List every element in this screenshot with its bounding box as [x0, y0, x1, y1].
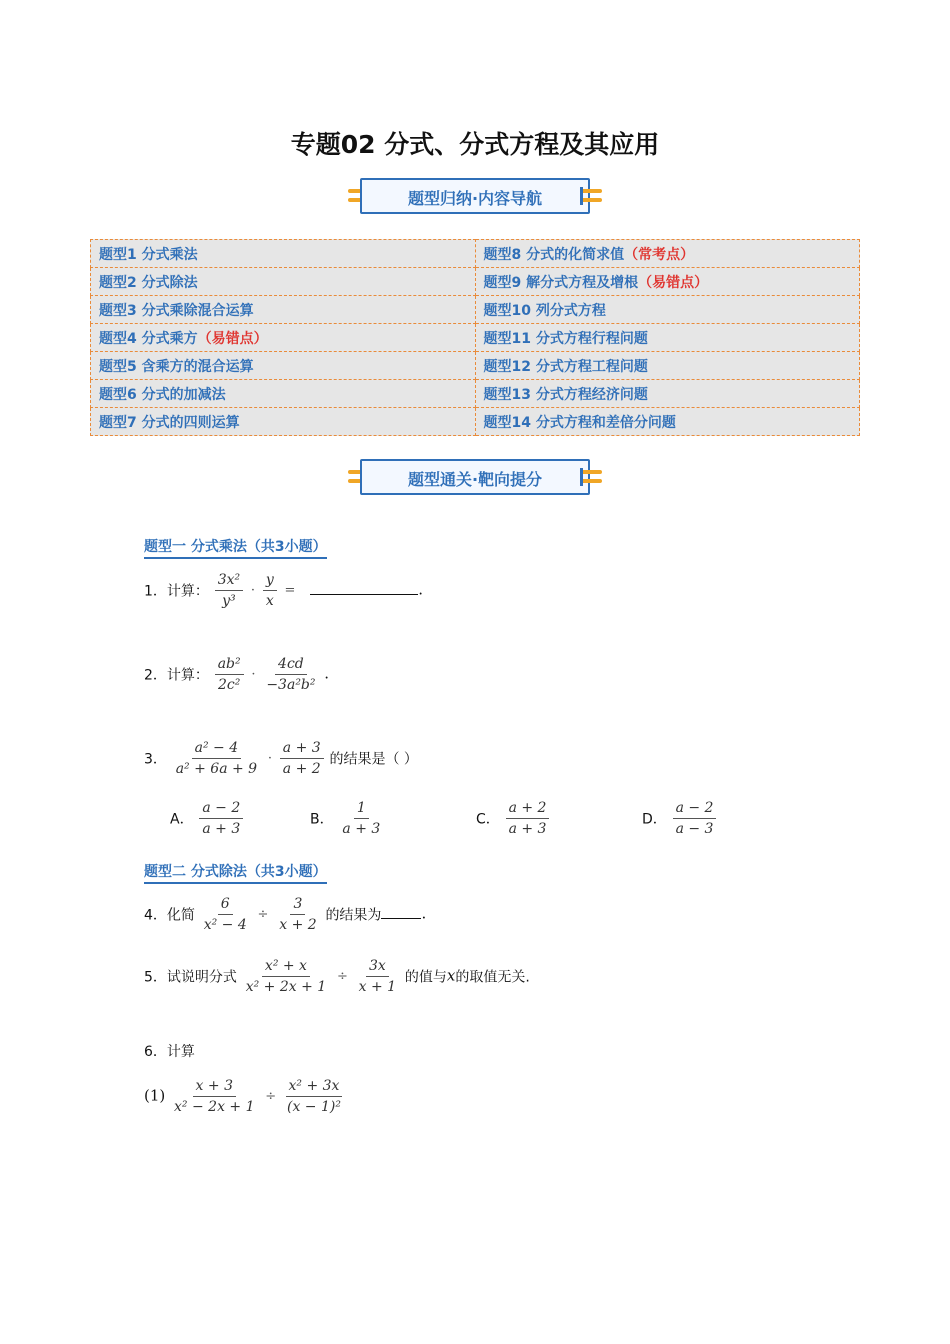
fraction: $\frac{4cd}{\text{−3a²b²}}$: [266, 656, 316, 693]
question-1: 1．计算： $\frac{\text{3x²}}{\text{y³}}$ · $\frac{y}{x}$ = .: [144, 572, 423, 609]
banner-decoration-icon: [580, 468, 602, 486]
question-5: 5．试说明分式 $\frac{\text{x² + x}}{\text{x² + 2x + 1}}$ ÷ $\frac{3x}{x + 1}$ 的值与x的取值无关.: [144, 958, 530, 995]
topic-cell-left[interactable]: [91, 352, 476, 380]
topic-cell-left[interactable]: [91, 240, 476, 268]
topic-cell-left[interactable]: [91, 408, 476, 436]
option-a[interactable]: A． $\frac{a - 2}{a + 3}$: [170, 800, 244, 837]
answer-blank[interactable]: [310, 580, 418, 595]
topic-label: 题型1 分式乘法: [99, 246, 198, 263]
topic-note: （易错点）: [638, 274, 709, 291]
topic-label: 题型8 分式的化简求值: [483, 246, 625, 263]
topic-label: 题型2 分式除法: [99, 274, 198, 291]
fraction: $\frac{\text{3x²}}{\text{y³}}$: [215, 572, 243, 609]
topic-label: 题型13 分式方程经济问题: [483, 386, 648, 403]
section-heading-1: 题型一 分式乘法（共3小题）: [144, 536, 327, 559]
topic-row: [91, 296, 860, 324]
fraction: $\frac{3x}{x + 1}$: [358, 958, 397, 995]
topic-cell-left[interactable]: [91, 324, 476, 352]
question-3: 3． $\frac{\text{a² − 4}}{\text{a² + 6a + 9}}$ · $\frac{a + 3}{a + 2}$ 的结果是（ ）: [144, 740, 418, 777]
topic-cell-right[interactable]: [475, 380, 860, 408]
fraction: $\frac{a + 3}{a + 2}$: [280, 740, 324, 777]
fraction: $\frac{6}{\text{x² − 4}}$: [203, 896, 247, 933]
question-6-part-1: (1) $\frac{x + 3}{\text{x² − 2x + 1}}$ ÷ $\frac{\text{x² + 3x}}{\text{(x − 1)²}}$: [144, 1078, 345, 1115]
topic-label: 题型6 分式的加减法: [99, 386, 226, 403]
topic-cell-right[interactable]: [475, 324, 860, 352]
topic-note: （易错点）: [197, 330, 268, 347]
fraction: $\frac{\text{x² + 3x}}{\text{(x − 1)²}}$: [286, 1078, 341, 1115]
topic-label: 题型4 分式乘方: [99, 330, 198, 347]
option-d[interactable]: D． $\frac{a - 2}{a - 3}$: [642, 800, 717, 837]
page-title: 专题02 分式、分式方程及其应用: [290, 130, 660, 159]
fraction: $\frac{y}{x}$: [263, 572, 277, 609]
answer-blank[interactable]: [381, 906, 421, 919]
topic-label: 题型5 含乘方的混合运算: [99, 358, 254, 375]
topic-label: 题型9 解分式方程及增根: [483, 274, 639, 291]
topic-row: [91, 352, 860, 380]
topic-cell-left[interactable]: [91, 380, 476, 408]
topic-label: 题型12 分式方程工程问题: [483, 358, 648, 375]
question-2: 2．计算： $\frac{\text{ab²}}{\text{2c²}}$ · $\frac{4cd}{\text{−3a²b²}}$ .: [144, 656, 330, 693]
fraction: $\frac{x + 3}{\text{x² − 2x + 1}}$: [174, 1078, 255, 1115]
topic-cell-left[interactable]: [91, 296, 476, 324]
topic-cell-left[interactable]: [91, 268, 476, 296]
topic-cell-right[interactable]: [475, 352, 860, 380]
topic-cell-right[interactable]: [475, 268, 860, 296]
fraction: $\frac{\text{ab²}}{\text{2c²}}$: [215, 656, 244, 693]
topic-row: [91, 268, 860, 296]
topic-row: [91, 380, 860, 408]
topic-cell-right[interactable]: [475, 408, 860, 436]
topic-table: [90, 239, 860, 436]
option-c[interactable]: C． $\frac{a + 2}{a + 3}$: [476, 800, 550, 837]
topic-note: （常考点）: [624, 246, 695, 263]
question-6: 6．计算: [144, 1044, 195, 1060]
topic-label: 题型3 分式乘除混合运算: [99, 302, 254, 319]
section-banner-navigation: [360, 178, 590, 214]
topic-row: [91, 240, 860, 268]
section-banner-practice: [360, 459, 590, 495]
banner-decoration-icon: [580, 187, 602, 205]
banner-label: 题型归纳·内容导航: [407, 189, 543, 208]
topic-label: 题型11 分式方程行程问题: [483, 330, 648, 347]
option-b[interactable]: B． $\frac{1}{a + 3}$: [310, 800, 381, 837]
fraction: $\frac{\text{a² − 4}}{\text{a² + 6a + 9}}$: [175, 740, 258, 777]
question-4: 4．化简 $\frac{6}{\text{x² − 4}}$ ÷ $\frac{3}{x + 2}$ 的结果为 .: [144, 896, 427, 933]
topic-cell-right[interactable]: [475, 296, 860, 324]
topic-cell-right[interactable]: [475, 240, 860, 268]
fraction: $\frac{\text{x² + x}}{\text{x² + 2x + 1}}$: [245, 958, 327, 995]
banner-label: 题型通关·靶向提分: [407, 470, 543, 489]
topic-row: [91, 324, 860, 352]
section-heading-2: 题型二 分式除法（共3小题）: [144, 861, 327, 884]
topic-label: 题型10 列分式方程: [483, 302, 606, 319]
topic-label: 题型7 分式的四则运算: [99, 414, 240, 431]
fraction: $\frac{3}{x + 2}$: [279, 896, 317, 933]
topic-label: 题型14 分式方程和差倍分问题: [483, 414, 676, 431]
topic-row: [91, 408, 860, 436]
